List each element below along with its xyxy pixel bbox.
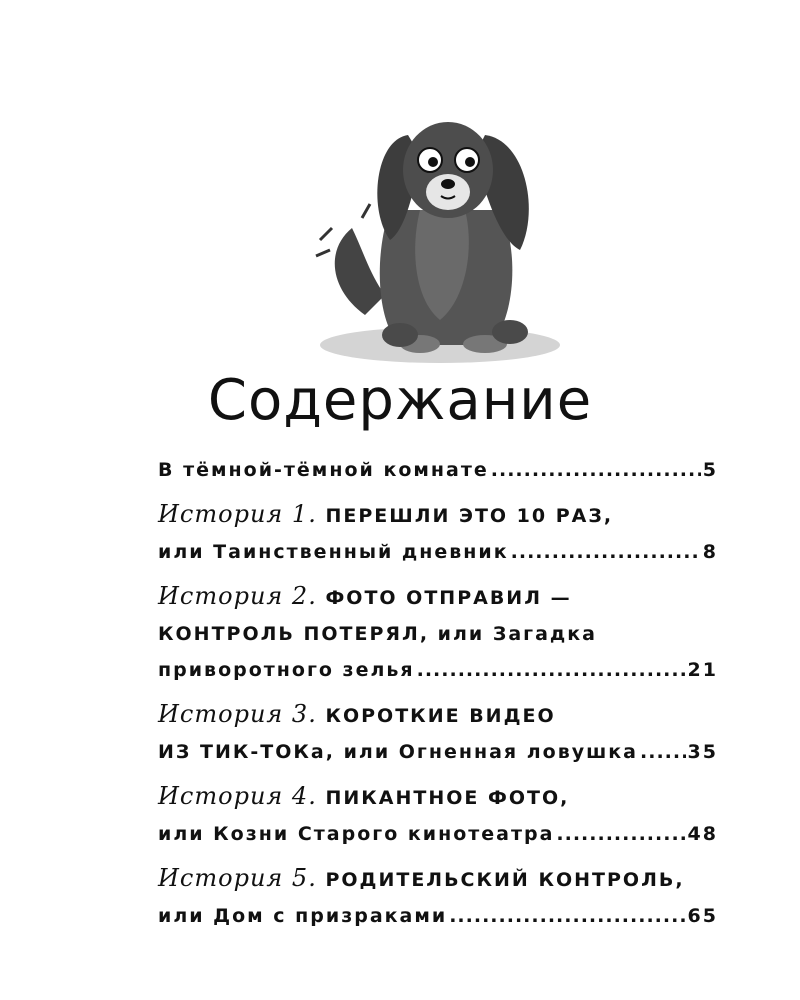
story-label: История 2.: [158, 582, 317, 610]
toc-leader: [556, 816, 685, 852]
toc-text: КОНТРОЛЬ ПОТЕРЯЛ, или Загадка: [158, 623, 597, 645]
toc-line: [158, 734, 718, 770]
dog-illustration: [290, 100, 570, 370]
toc-line: [158, 816, 718, 852]
page-title: Содержание: [207, 368, 593, 433]
toc-page-number: 48: [687, 823, 718, 845]
toc-line: [158, 496, 718, 534]
toc-line: [158, 898, 718, 934]
toc-leader: [511, 534, 701, 570]
toc-entry[interactable]: [158, 860, 718, 934]
toc-text: или Дом с призраками: [158, 905, 448, 927]
toc-entry[interactable]: [158, 452, 718, 488]
toc-leader: [640, 734, 686, 770]
toc-text: ИЗ ТИК-ТОКа, или Огненная ловушка: [158, 741, 639, 763]
toc-text: РОДИТЕЛЬСКИЙ КОНТРОЛЬ,: [325, 869, 685, 891]
table-of-contents: [158, 452, 718, 942]
toc-line: [158, 860, 718, 898]
toc-line: [158, 616, 718, 652]
toc-entry[interactable]: [158, 778, 718, 852]
toc-line: [158, 778, 718, 816]
toc-leader: [449, 898, 685, 934]
toc-leader: [491, 452, 701, 488]
toc-text: приворотного зелья: [158, 659, 415, 681]
toc-entry[interactable]: [158, 696, 718, 770]
toc-text: КОРОТКИЕ ВИДЕО: [325, 705, 556, 727]
toc-line: [158, 452, 718, 488]
toc-entry[interactable]: [158, 578, 718, 688]
toc-text: ПЕРЕШЛИ ЭТО 10 РАЗ,: [325, 505, 614, 527]
toc-page-number: 5: [702, 459, 718, 481]
story-label: История 4.: [158, 782, 317, 810]
story-label: История 1.: [158, 500, 317, 528]
story-label: История 5.: [158, 864, 317, 892]
toc-line: [158, 534, 718, 570]
toc-entry[interactable]: [158, 496, 718, 570]
toc-text: ПИКАНТНОЕ ФОТО,: [325, 787, 570, 809]
toc-line: [158, 696, 718, 734]
story-label: История 3.: [158, 700, 317, 728]
toc-page-number: 65: [687, 905, 718, 927]
toc-text: или Козни Старого кинотеатра: [158, 823, 555, 845]
toc-page-number: 35: [687, 741, 718, 763]
toc-text: или Таинственный дневник: [158, 541, 509, 563]
toc-text: В тёмной-тёмной комнате: [158, 459, 489, 481]
toc-page-number: 8: [702, 541, 718, 563]
toc-leader: [417, 652, 686, 688]
toc-page-number: 21: [687, 659, 718, 681]
toc-line: [158, 652, 718, 688]
toc-line: [158, 578, 718, 616]
toc-text: ФОТО ОТПРАВИЛ —: [325, 587, 572, 609]
